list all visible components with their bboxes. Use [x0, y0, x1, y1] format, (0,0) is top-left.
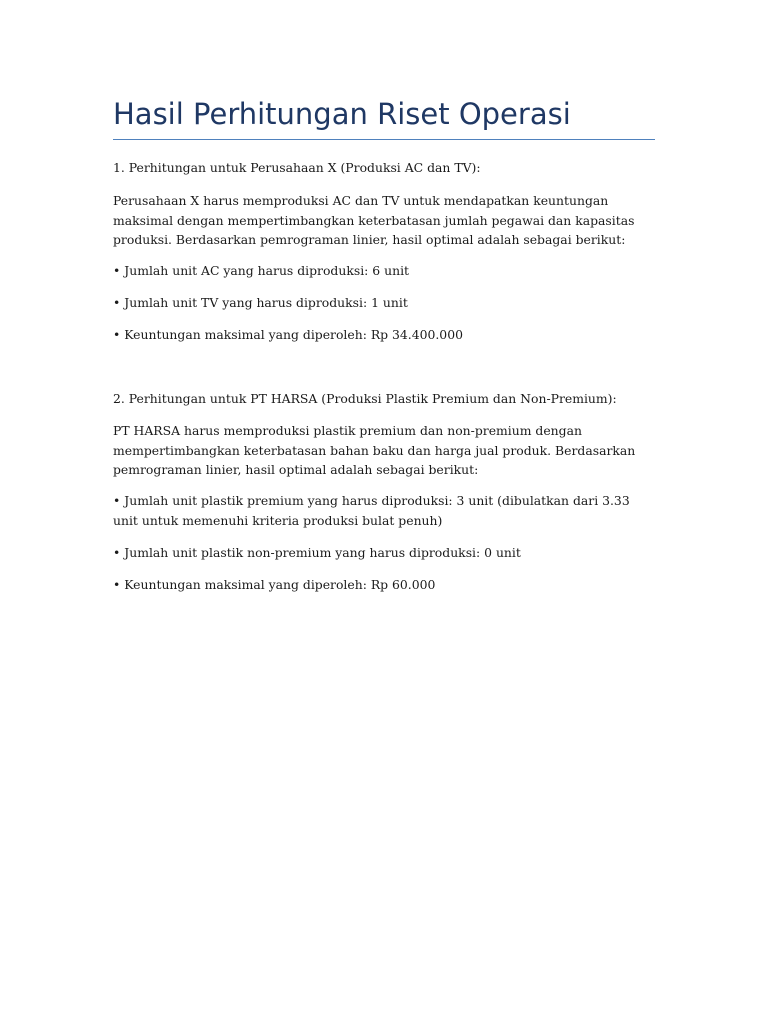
- title-underline: [113, 139, 655, 140]
- document-title: Hasil Perhitungan Riset Operasi: [113, 97, 571, 131]
- section2-bullet-premium: • Jumlah unit plastik premium yang harus diproduksi: 3 unit (dibulatkan dari 3.33 unit untuk memenuhi kriteria produksi bulat penuh): [113, 493, 630, 528]
- section2-bullet-profit: • Keuntungan maksimal yang diperoleh: Rp 60.000: [113, 577, 436, 592]
- section2-intro: PT HARSA harus memproduksi plastik premium dan non-premium dengan mempertimbangkan keterbatasan bahan baku dan harga jual produk. Berdasarkan pemrograman linier, hasil optimal adalah sebagai berikut:: [113, 423, 636, 478]
- section2-bullet-non-premium: • Jumlah unit plastik non-premium yang harus diproduksi: 0 unit: [113, 545, 521, 560]
- section2-heading: 2. Perhitungan untuk PT HARSA (Produksi Plastik Premium dan Non-Premium):: [113, 391, 617, 406]
- section1-intro: Perusahaan X harus memproduksi AC dan TV untuk mendapatkan keuntungan maksimal dengan mempertimbangkan keterbatasan jumlah pegawai dan kapasitas produksi. Berdasarkan pemrograman linier, hasil optimal adalah sebagai berikut:: [113, 193, 635, 248]
- section1-heading: 1. Perhitungan untuk Perusahaan X (Produksi AC dan TV):: [113, 160, 481, 175]
- section1-bullet-ac: • Jumlah unit AC yang harus diproduksi: 6 unit: [113, 263, 410, 278]
- section1-bullet-profit: • Keuntungan maksimal yang diperoleh: Rp 34.400.000: [113, 327, 463, 342]
- section1-bullet-tv: • Jumlah unit TV yang harus diproduksi: 1 unit: [113, 295, 408, 310]
